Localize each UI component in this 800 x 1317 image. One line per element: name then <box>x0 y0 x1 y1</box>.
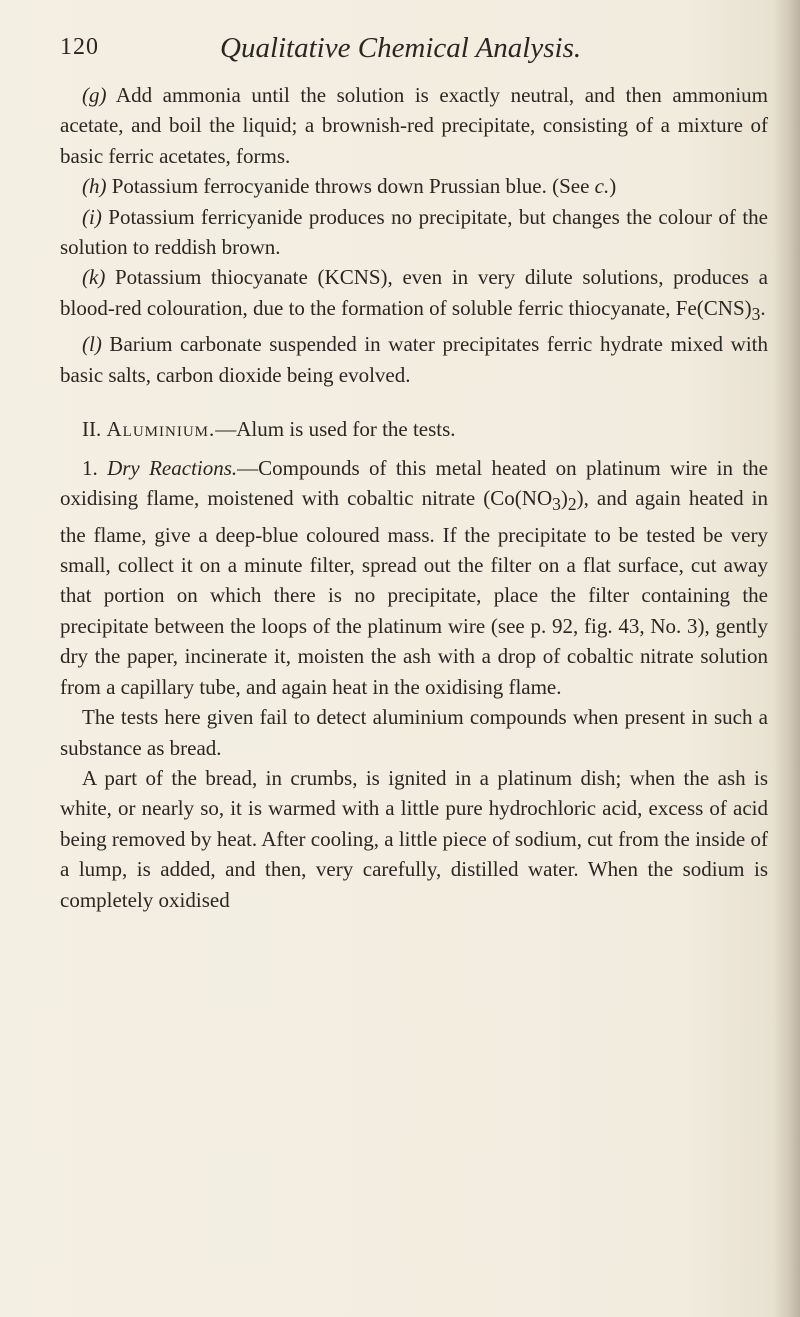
item-marker: (k) <box>82 265 106 290</box>
paragraph-text: —Compounds of this metal heated on platinum wire in the oxidising flame, moistened with cobaltic nitrate (Co(NO <box>60 455 768 511</box>
page-number: 120 <box>60 34 99 60</box>
page-edge-shadow <box>774 0 800 1317</box>
paragraph-h <box>60 171 768 201</box>
formula-subscript: 3 <box>751 304 761 325</box>
paragraph-g <box>60 80 768 171</box>
formula-subscript: 3 <box>552 494 561 515</box>
body-text <box>60 80 768 915</box>
paragraph-text: Barium carbonate suspended in water precipitates ferric hydrate mixed with basic salts, carbon dioxide being evolved. <box>60 332 768 387</box>
item-marker: (i) <box>82 204 102 229</box>
section-heading-aluminium <box>60 414 768 444</box>
item-marker: (g) <box>82 83 107 107</box>
paragraph-i <box>60 202 768 263</box>
paragraph-text: Potassium thiocyanate (KCNS), even in very dilute solutions, produces a blood-red colouration, due to the formation of soluble ferric thiocyanate, Fe(CNS) <box>60 265 768 320</box>
paragraph-text: ), and again heated in the flame, give a deep-blue coloured mass. If the precipitate to be tested be very small, collect it on a minute filter, spread out the filter on a flat surface, cut away that portion on which there is no precipitate, place the filter containing the precipitate between the loops of the platinum wire (see p. 92, fig. 43, No. 3), gently dry the paper, incinerate it, moisten the ash with a drop of cobaltic nitrate solution from a capillary tube, and again heat in the oxidising flame. <box>60 486 769 699</box>
subsection-number: 1. <box>82 455 98 480</box>
cross-reference: c. <box>594 174 610 199</box>
bread-procedure-paragraph: A part of the bread, in crumbs, is ignited in a platinum dish; when the ash is white, or nearly so, it is warmed with a little pure hydrochloric acid, excess of acid being removed by heat. After cooling, a little piece of sodium, cut from the inside of a lump, is added, and then, very carefully, distilled water. When the sodium is completely oxidised <box>60 765 768 912</box>
dry-reactions-paragraph <box>60 453 768 702</box>
section-name: Aluminium. <box>106 417 216 442</box>
paragraph-k <box>60 262 768 329</box>
paragraph-l <box>60 329 768 390</box>
running-title: Qualitative Chemical Analysis. <box>220 32 582 64</box>
paragraph-text: Potassium ferricyanide produces no precipitate, but changes the colour of the solution to reddish brown. <box>60 204 768 260</box>
section-numeral: II. <box>82 417 102 442</box>
paragraph-text-end: ) <box>609 174 617 199</box>
item-marker: (h) <box>82 174 107 199</box>
subsection-title: Dry Reactions. <box>107 455 238 480</box>
paragraph-text: Add ammonia until the solution is exactly neutral, and then ammonium acetate, and boil the liquid; a brownish-red precipitate, consisting of a mixture of basic ferric acetates, forms. <box>60 83 768 168</box>
page-header <box>60 26 760 66</box>
paragraph-text-end: . <box>760 295 766 320</box>
item-marker: (l) <box>82 332 102 357</box>
section-text: —Alum is used for the tests. <box>215 417 456 442</box>
formula-subscript: 2 <box>567 494 577 515</box>
paragraph-text: ) <box>560 486 568 511</box>
bread-tests-paragraph: The tests here given fail to detect aluminium compounds when present in such a substance as bread. <box>60 705 768 760</box>
paragraph-text: Potassium ferrocyanide throws down Prussian blue. (See <box>106 174 595 199</box>
